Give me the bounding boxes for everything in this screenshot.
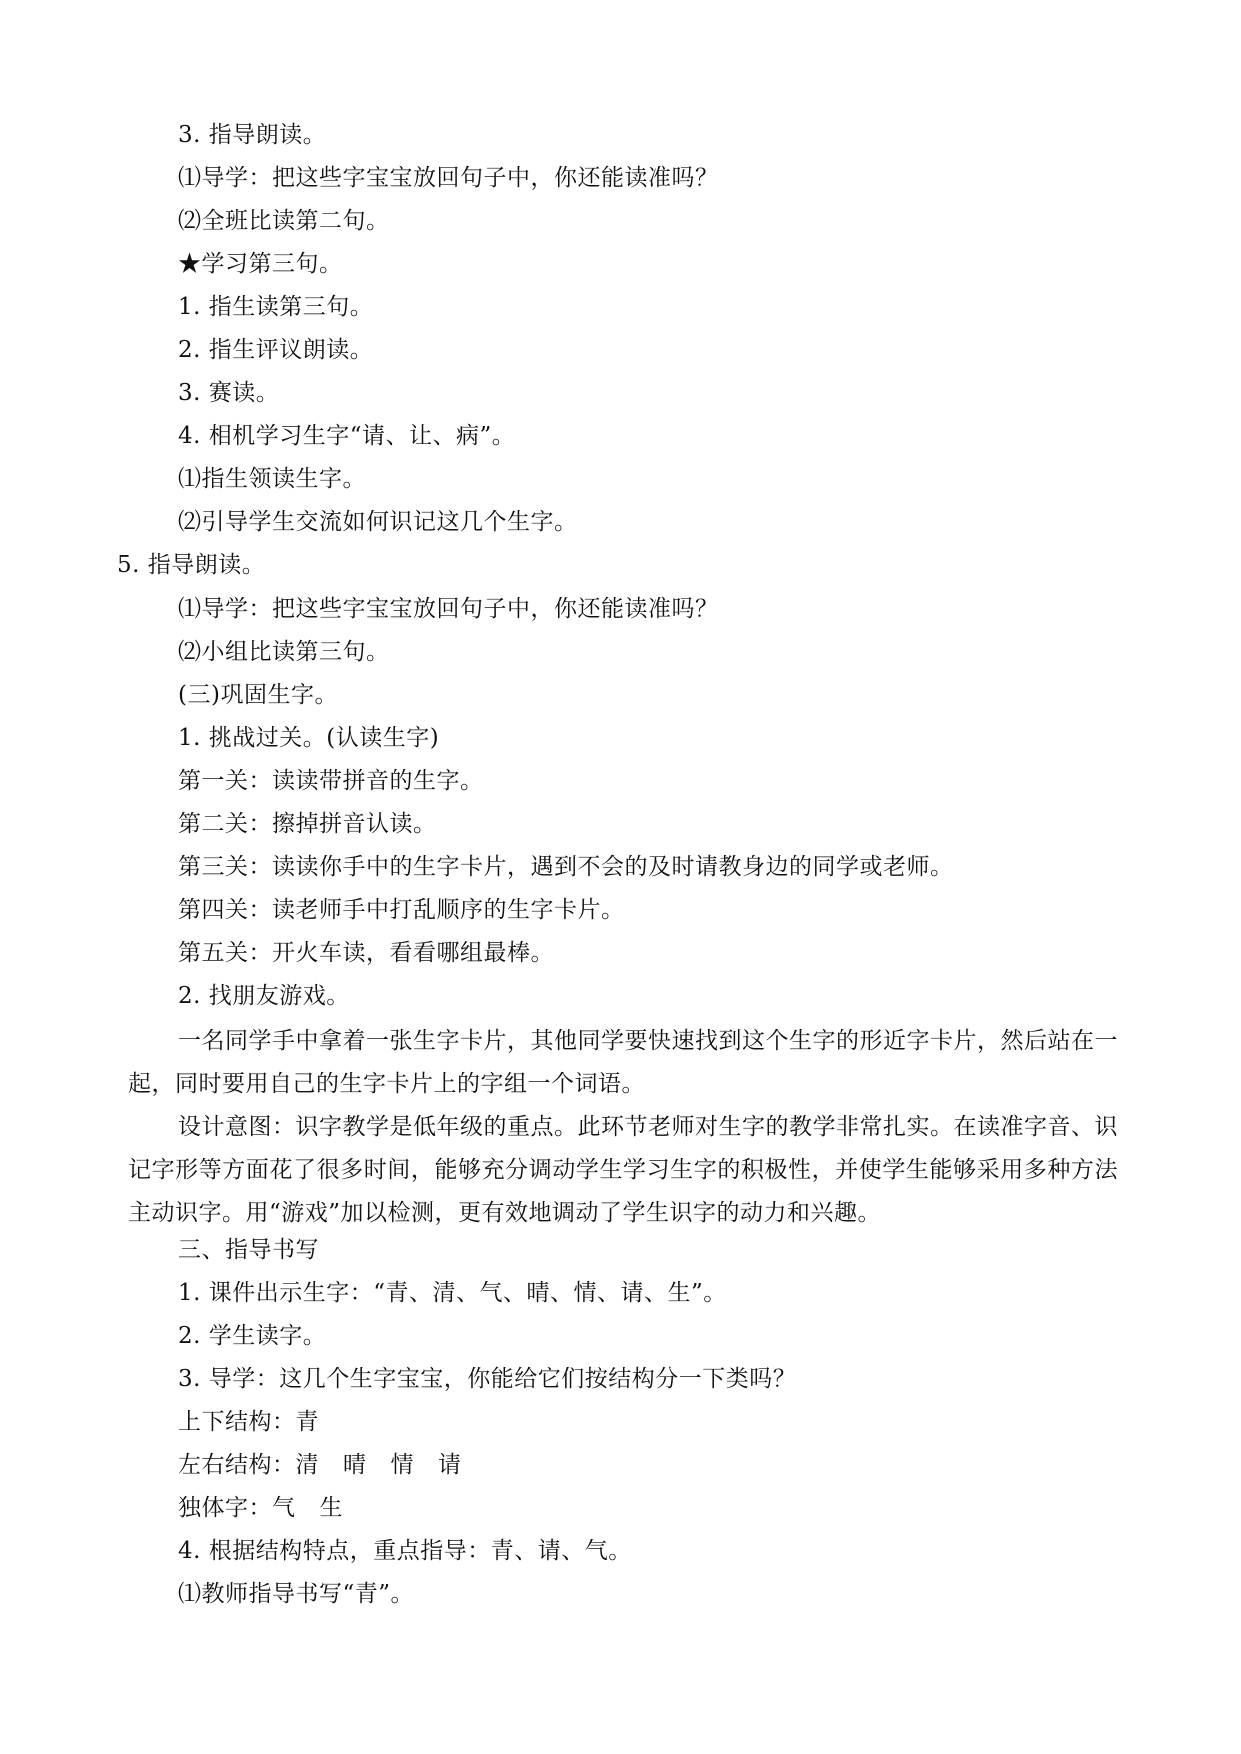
structure-label: 独体字：	[178, 1495, 272, 1521]
text-line: ⑴教师指导书写“青”。	[178, 1581, 415, 1607]
text-line: 1. 挑战过关。(认读生字)	[178, 725, 440, 751]
text-line: ⑵全班比读第二句。	[178, 208, 390, 234]
text-paragraph: 一名同学手中拿着一张生字卡片，其他同学要快速找到这个生字的形近字卡片，然后站在一起，同时要用自己的生字卡片上的字组一个词语。	[128, 1028, 1118, 1097]
text-line: 3. 指导朗读。	[178, 122, 327, 148]
text-line: ⑴指生领读生字。	[178, 466, 366, 492]
design-intent-paragraph: 设计意图：识字教学是低年级的重点。此环节老师对生字的教学非常扎实。在读准字音、识记字形等方面花了很多时间，能够充分调动学生学习生字的积极性，并使学生能够采用多种方法主动识字。用“游戏”加以检测，更有效地调动了学生识字的动力和兴趣。	[128, 1114, 1118, 1226]
section-heading: 三、指导书写	[178, 1237, 319, 1263]
text-line: ⑵小组比读第三句。	[178, 639, 390, 665]
text-line: 2. 学生读字。	[178, 1323, 327, 1349]
structure-char: 清	[295, 1452, 319, 1478]
structure-char: 生	[319, 1495, 343, 1521]
text-line: 4. 相机学习生字“请、让、病”。	[178, 423, 516, 449]
structure-label: 上下结构：	[178, 1409, 296, 1435]
structure-char: 请	[438, 1452, 462, 1478]
text-line: 1. 课件出示生字：“青、清、气、晴、情、请、生”。	[178, 1280, 727, 1306]
structure-top-bottom	[178, 1407, 319, 1437]
structure-char: 晴	[343, 1452, 367, 1478]
text-line: ★学习第三句。	[178, 251, 343, 277]
text-line: 第一关：读读带拼音的生字。	[178, 768, 484, 794]
text-line: 2. 指生评议朗读。	[178, 337, 374, 363]
structure-char: 情	[390, 1452, 414, 1478]
text-line: ⑴导学：把这些字宝宝放回句子中，你还能读准吗？	[178, 596, 719, 622]
text-line: 1. 指生读第三句。	[178, 294, 374, 320]
text-line: 2. 找朋友游戏。	[178, 983, 350, 1009]
text-line: 3. 导学：这几个生字宝宝，你能给它们按结构分一下类吗？	[178, 1366, 797, 1392]
text-line: 第二关：擦掉拼音认读。	[178, 811, 437, 837]
structure-char: 青	[295, 1409, 319, 1435]
structure-left-right	[178, 1450, 462, 1480]
text-line: 第五关：开火车读，看看哪组最棒。	[178, 940, 554, 966]
structure-single	[178, 1493, 343, 1523]
text-line: 4. 根据结构特点，重点指导：青、请、气。	[178, 1538, 632, 1564]
structure-label: 左右结构：	[178, 1452, 296, 1478]
text-line: 5. 指导朗读。	[117, 552, 266, 578]
text-line: 第四关：读老师手中打乱顺序的生字卡片。	[178, 897, 625, 923]
text-line: ⑵引导学生交流如何识记这几个生字。	[178, 509, 578, 535]
text-line: ⑴导学：把这些字宝宝放回句子中，你还能读准吗？	[178, 165, 719, 191]
text-line: (三)巩固生字。	[178, 682, 338, 708]
text-line: 第三关：读读你手中的生字卡片，遇到不会的及时请教身边的同学或老师。	[178, 854, 954, 880]
text-line: 3. 赛读。	[178, 380, 280, 406]
structure-char: 气	[272, 1495, 296, 1521]
